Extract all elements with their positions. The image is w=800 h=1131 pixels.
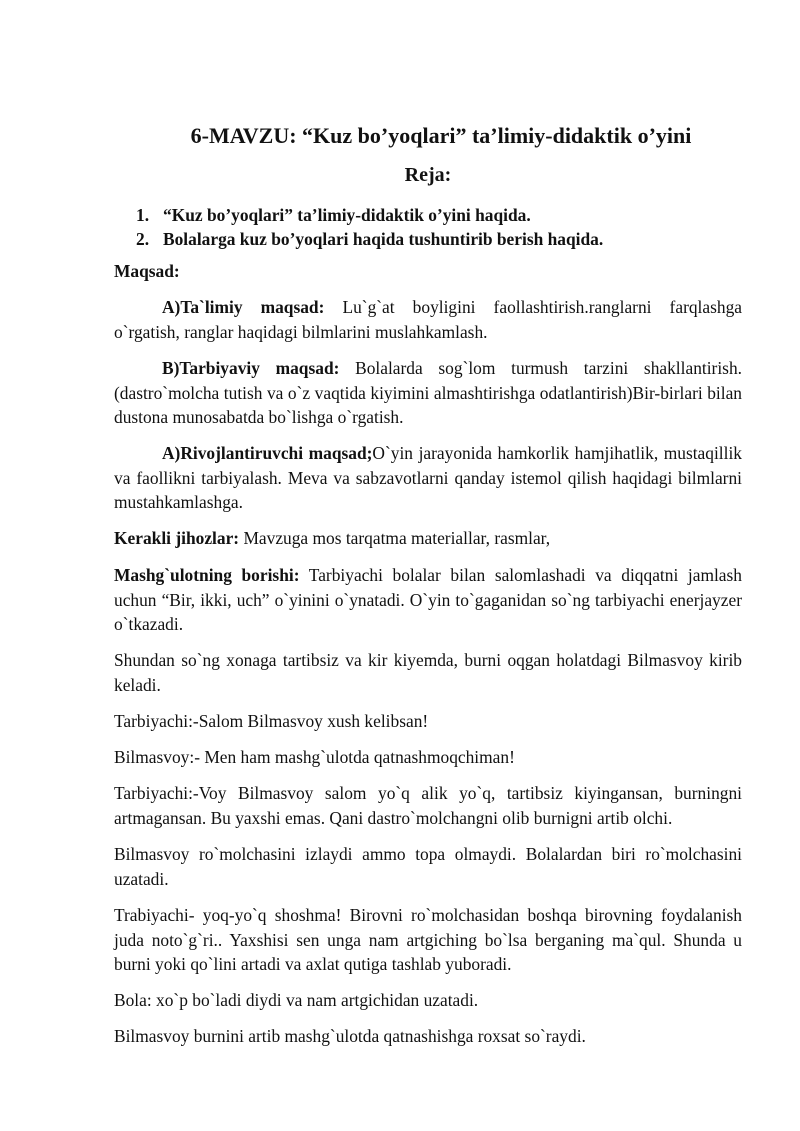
dialogue-line: Bilmasvoy:- Men ham mashg`ulotda qatnashmoqchiman! bbox=[114, 747, 515, 767]
goal-upbringing-text: Bolalarda sog`lom turmush tarzini shakllantirish. (dastro`molcha tutish va o`z vaqtida kiyimini almashtirishga odatlantirish)Bir-birlari bilan dustona munosabatda bo`lishga o`rgatish. bbox=[114, 358, 742, 427]
goal-educational-label: A)Ta`limiy maqsad: bbox=[162, 297, 325, 317]
plan-item-text: “Kuz bo’yoqlari” ta’limiy-didaktik o’yini haqida. bbox=[163, 205, 531, 225]
process-label: Mashg`ulotning borishi: bbox=[114, 565, 300, 585]
equipment-label: Kerakli jihozlar: bbox=[114, 528, 240, 548]
plan-item-number: 2. bbox=[136, 229, 150, 249]
goal-developmental bbox=[114, 441, 742, 515]
paragraph: Bilmasvoy burnini artib mashg`ulotda qatnashishga roxsat so`raydi. bbox=[114, 1026, 586, 1046]
equipment-text: Mavzuga mos tarqatma materiallar, rasmlar, bbox=[239, 528, 551, 548]
dialogue-line: Tarbiyachi:-Voy Bilmasvoy salom yo`q alik yo`q, tartibsiz kiyingansan, burningni artmagansan. Bu yaxshi emas. Qani dastro`molchangni olib burnigni artib olchi. bbox=[114, 783, 742, 828]
paragraph: Bilmasvoy ro`molchasini izlaydi ammo topa olmaydi. Bolalardan biri ro`molchasini uzatadi. bbox=[114, 844, 742, 889]
plan-heading: Reja: bbox=[404, 164, 452, 186]
dialogue-line: Trabiyachi- yoq-yo`q shoshma! Birovni ro`molchasidan boshqa birovning foydalanish juda noto`g`ri.. Yaxshisi sen unga nam artgiching bo`lsa berganing ma`qul. Shunda u burni yoki qo`lini artadi va axlat qutiga tashlab yuboradi. bbox=[114, 905, 742, 974]
plan-item-text: Bolalarga kuz bo’yoqlari haqida tushuntirib berish haqida. bbox=[163, 229, 604, 249]
maqsad-heading: Maqsad: bbox=[114, 261, 180, 281]
plan-list bbox=[136, 203, 756, 251]
dialogue-line: Tarbiyachi:-Salom Bilmasvoy xush kelibsan! bbox=[114, 711, 429, 731]
equipment-paragraph bbox=[114, 526, 742, 551]
goal-upbringing-label: B)Tarbiyaviy maqsad: bbox=[162, 358, 340, 378]
goal-upbringing bbox=[114, 356, 742, 430]
paragraph: Shundan so`ng xonaga tartibsiz va kir kiyemda, burni oqgan holatdagi Bilmasvoy kirib keladi. bbox=[114, 650, 742, 695]
plan-item-number: 1. bbox=[136, 205, 150, 225]
plan-item bbox=[136, 227, 756, 251]
dialogue-line: Bola: xo`p bo`ladi diydi va nam artgichidan uzatadi. bbox=[114, 990, 479, 1010]
goal-developmental-text: O`yin jarayonida hamkorlik hamjihatlik, mustaqillik va faollikni tarbiyalash. Meva va sabzavotlarni qanday istemol qilish haqidagi bilmlarni mustahkamlashga. bbox=[114, 443, 742, 512]
goal-developmental-label: A)Rivojlantiruvchi maqsad; bbox=[162, 443, 373, 463]
goal-educational-text: Lu`g`at boyligini faollashtirish.ranglarni farqlashga o`rgatish, ranglar haqidagi bilmlarini muslahkamlash. bbox=[114, 297, 742, 342]
plan-item bbox=[136, 203, 756, 227]
document-title: 6-MAVZU: “Kuz bo’yoqlari” ta’limiy-didaktik o’yini bbox=[190, 123, 692, 148]
process-text: Tarbiyachi bolalar bilan salomlashadi va diqqatni jamlash uchun “Bir, ikki, uch” o`yinini o`ynatadi. O`yin to`gaganidan so`ng tarbiyachi enerjayzer o`tkazadi. bbox=[114, 565, 742, 634]
process-paragraph bbox=[114, 563, 742, 637]
goal-educational bbox=[114, 295, 742, 344]
